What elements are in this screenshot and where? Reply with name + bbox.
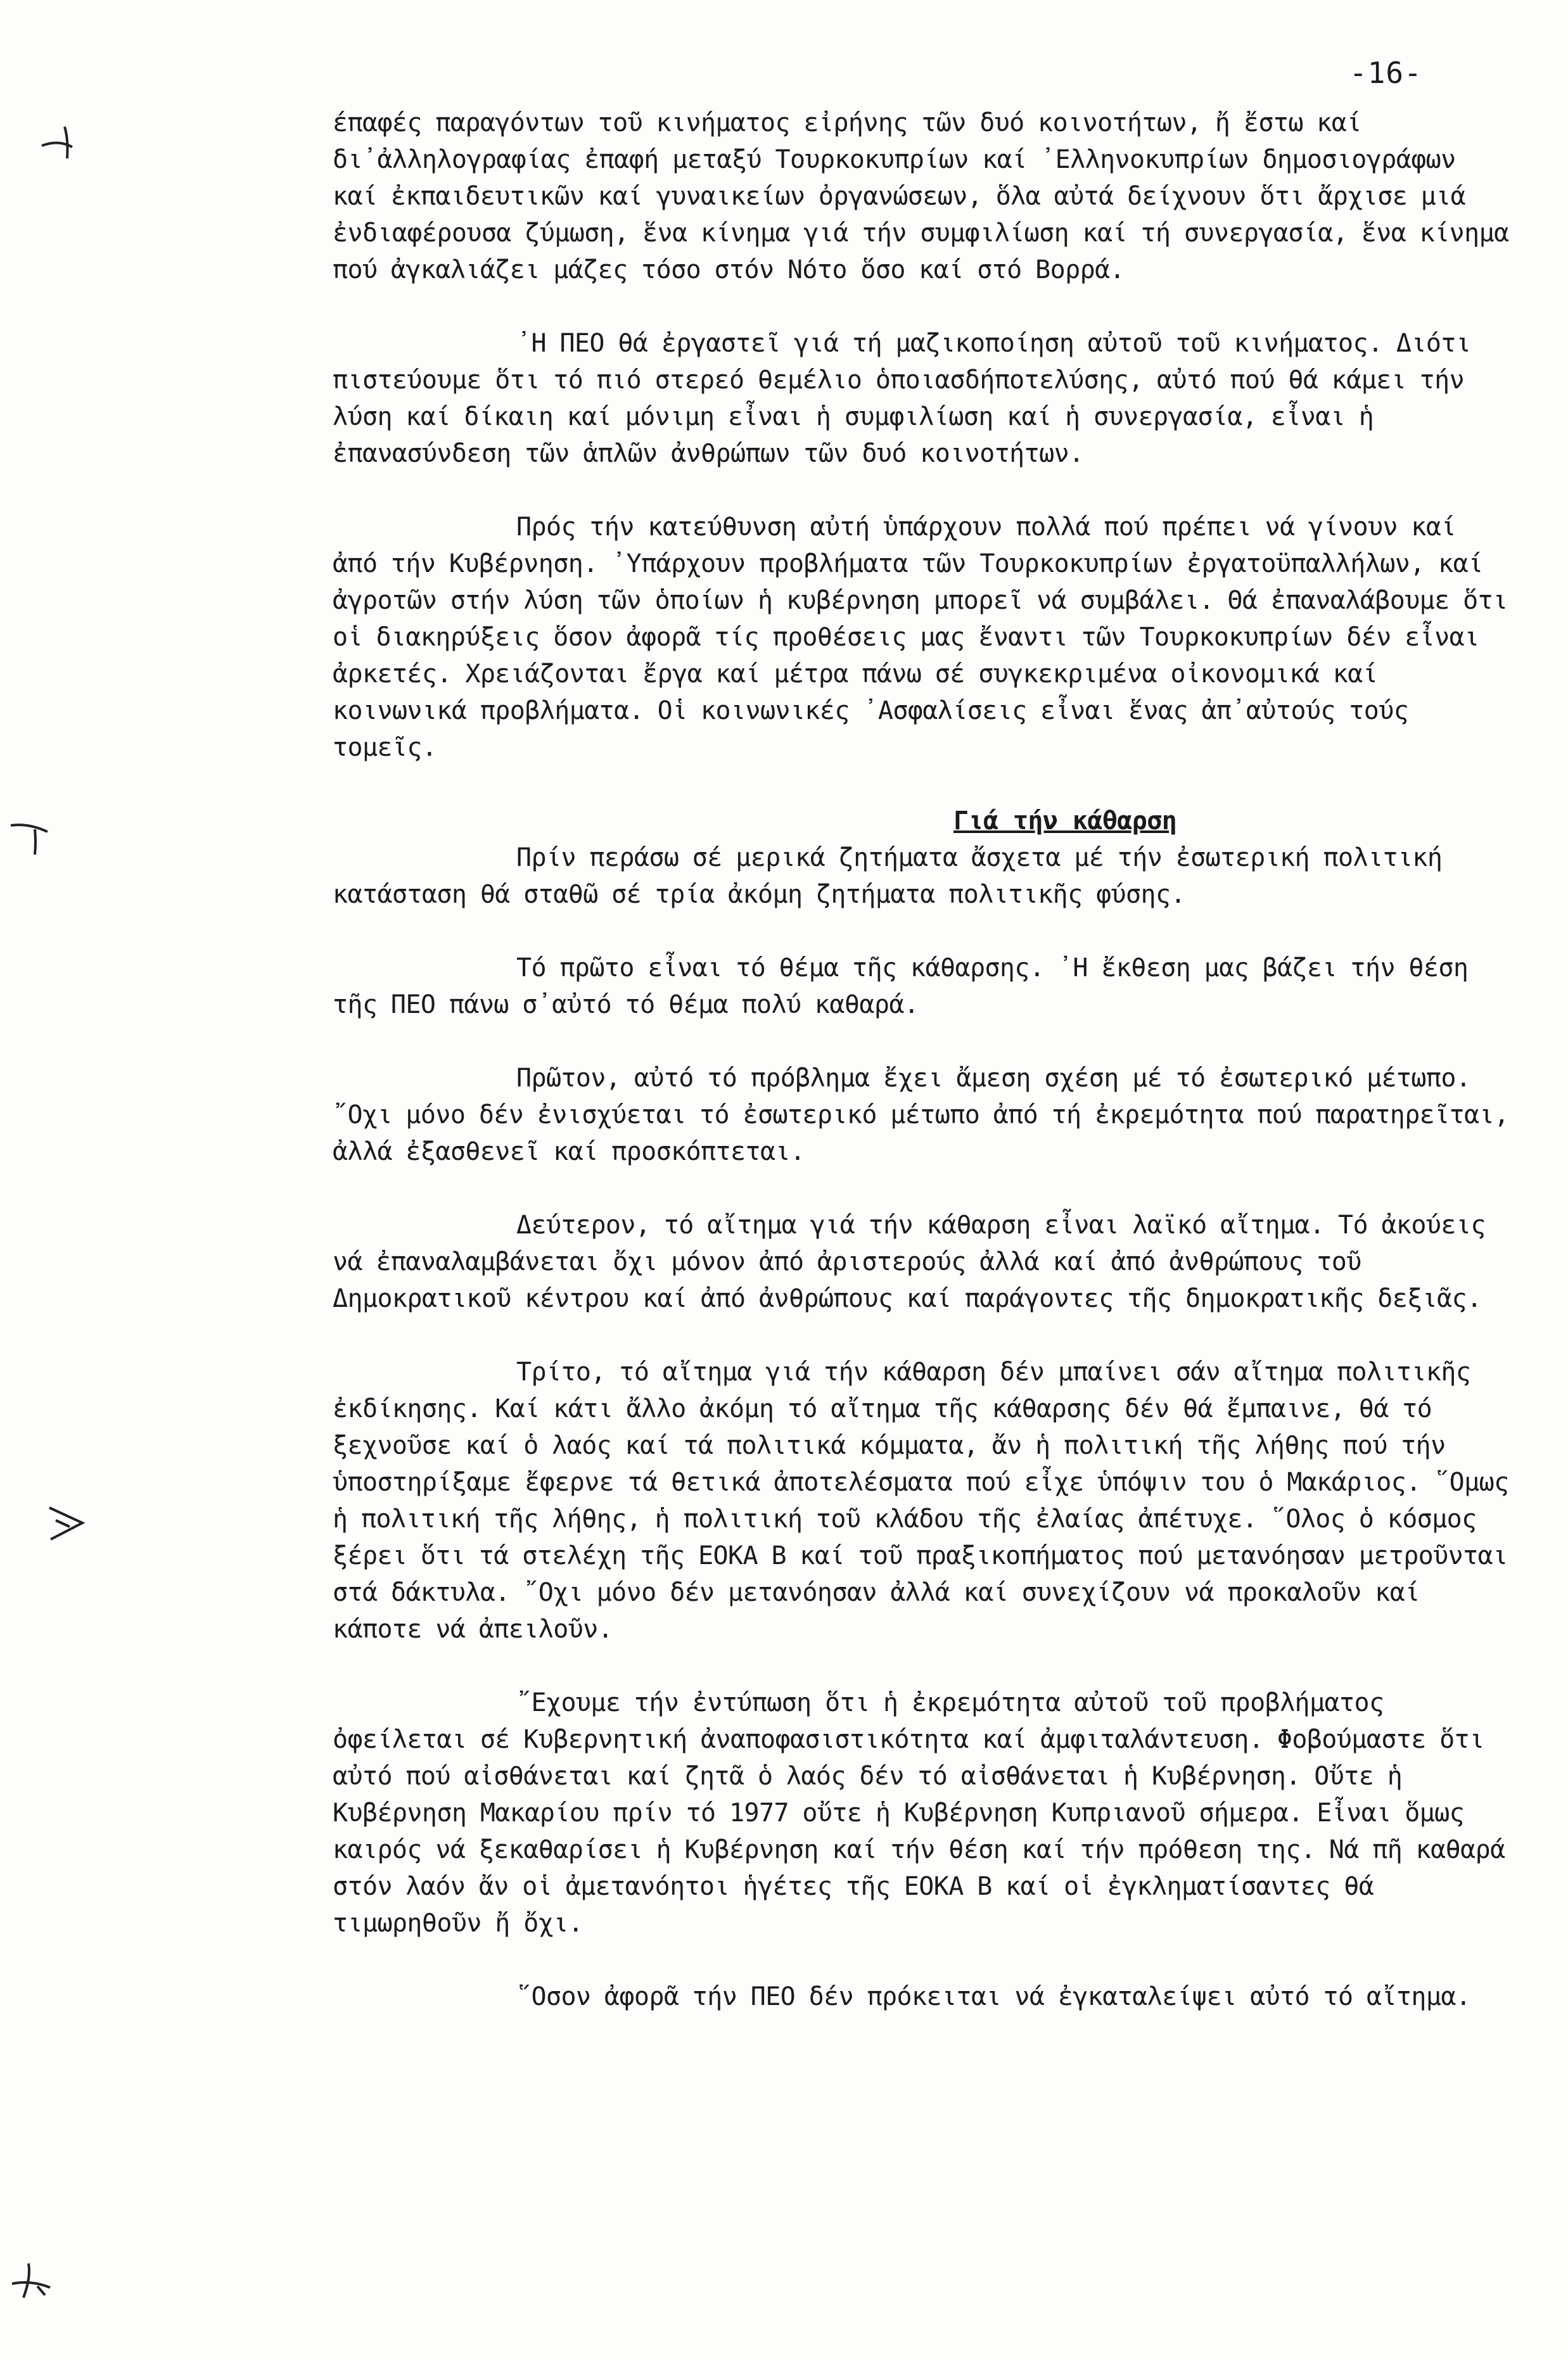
section-heading: Γιά τήν κάθαρση [953, 806, 1177, 836]
body-paragraph: Τρίτο, τό αἴτημα γιά τήν κάθαρση δέν μπαίνει σάν αἴτημα πολιτικῆς ἐκδίκησης. Καί κάτι ἄλλο ἀκόμη τό αἴτημα τῆς κάθαρσης δέν θά ἔμπαινε, θά τό ξεχνοῦσε καί ὁ λαός καί τά πολιτικά κόμματα, ἄν ἡ πολιτική τῆς λήθης πού τήν ὑποστηρίξαμε ἔφερνε τά θετικά ἀποτελέσματα πού εἶχε ὑπόψιν του ὁ Μακάριος. ῞Ομως ἡ πολιτική τῆς λήθης, ἡ πολιτική τοῦ κλάδου τῆς ἐλαίας ἀπέτυχε. ῞Ολος ὁ κόσμος ξέρει ὅτι τά στελέχη τῆς ΕΟΚΑ Β καί τοῦ πραξικοπήματος πού μετανόησαν μετροῦνται στά δάκτυλα. ῎Οχι μόνο δέν μετανόησαν ἀλλά καί συνεχίζουν νά προκαλοῦν καί κάποτε νά ἀπειλοῦν. [333, 1358, 1509, 1644]
margin-tick-mark [10, 2258, 60, 2303]
body-paragraph: έπαφές παραγόντων τοῦ κινήματος εἰρήνης τῶν δυό κοινοτήτων, ἤ ἔστω καί δι᾿ἀλληλογραφίας ἐπαφή μεταξύ Τουρκοκυπρίων καί ᾿Ελληνοκυπρίων δημοσιογράφων καί ἐκπαιδευτικῶν καί γυναικείων ὀργανώσεων, ὅλα αὐτά δείχνουν ὅτι ἄρχισε μιά ἐνδιαφέρουσα ζύμωση, ἕνα κίνημα γιά τήν συμφιλίωση καί τή συνεργασία, ἕνα κίνημα πού ἀγκαλιάζει μάζες τόσο στόν Νότο ὅσο καί στό Βορρά. [333, 108, 1509, 284]
body-paragraph: Πρός τήν κατεύθυνση αὐτή ὑπάρχουν πολλά πού πρέπει νά γίνουν καί ἀπό τήν Κυβέρνηση. ᾿Υπάρχουν προβλήματα τῶν Τουρκοκυπρίων ἐργατοϋπαλλήλων, καί ἀγροτῶν στήν λύση τῶν ὁποίων ἡ κυβέρνηση μπορεῖ νά συμβάλει. Θά ἐπαναλάβουμε ὅτι οἱ διακηρύξεις ὅσον ἀφορᾶ τίς προθέσεις μας ἔναντι τῶν Τουρκοκυπρίων δέν εἶναι ἀρκετές. Χρειάζονται ἔργα καί μέτρα πάνω σέ συγκεκριμένα οἰκονομικά καί κοινωνικά προβλήματα. Οἱ κοινωνικές ᾿Ασφαλίσεις εἶναι ἕνας ἀπ᾿αὐτούς τούς τομεῖς. [333, 512, 1508, 762]
margin-tick-mark [10, 814, 60, 858]
page-number: -16- [1349, 56, 1422, 90]
body-paragraph: ᾿Η ΠΕΟ θά ἐργαστεῖ γιά τή μαζικοποίηση αὐτοῦ τοῦ κινήματος. Διότι πιστεύουμε ὅτι τό πιό στερεό θεμέλιο ὁποιασδήποτελύσης, αὐτό πού θά κάμει τήν λύση καί δίκαιη καί μόνιμη εἶναι ἡ συμφιλίωση καί ἡ συνεργασία, εἶναι ἡ ἐπανασύνδεση τῶν ἁπλῶν ἀνθρώπων τῶν δυό κοινοτήτων. [333, 329, 1471, 468]
body-paragraph: Τό πρῶτο εἶναι τό θέμα τῆς κάθαρσης. ᾿Η ἔκθεση μας βάζει τήν θέση τῆς ΠΕΟ πάνω σ᾿αὐτό τό θέμα πολύ καθαρά. [333, 953, 1469, 1019]
body-paragraph: Πρίν περάσω σέ μερικά ζητήματα ἄσχετα μέ τήν ἐσωτερική πολιτική κατάσταση θά σταθῶ σέ τρία ἀκόμη ζητήματα πολιτικῆς φύσης. [333, 843, 1443, 909]
document-body [333, 105, 1511, 2015]
margin-tick-mark [39, 120, 90, 165]
body-paragraph: Πρῶτον, αὐτό τό πρόβλημα ἔχει ἄμεση σχέση μέ τό ἐσωτερικό μέτωπο. ῎Οχι μόνο δέν ἐνισχύεται τό ἐσωτερικό μέτωπο ἀπό τή ἐκρεμότητα πού παρατηρεῖται, ἀλλά ἐξασθενεῖ καί προσκόπτεται. [333, 1064, 1509, 1166]
body-paragraph: ῞Οσον ἀφορᾶ τήν ΠΕΟ δέν πρόκειται νά ἐγκαταλείψει αὐτό τό αἴτημα. [516, 1982, 1471, 2011]
margin-tick-mark [44, 1501, 95, 1546]
body-paragraph: ῎Εχουμε τήν ἐντύπωση ὅτι ἡ ἐκρεμότητα αὐτοῦ τοῦ προβλήματος ὀφείλεται σέ Κυβερνητική ἀναποφασιστικότητα καί ἀμφιταλάντευση. Φοβούμαστε ὅτι αὐτό πού αἰσθάνεται καί ζητᾶ ὁ λαός δέν τό αἰσθάνεται ἡ Κυβέρνηση. Οὔτε ἡ Κυβέρνηση Μακαρίου πρίν τό 1977 οὔτε ἡ Κυβέρνηση Κυπριανοῦ σήμερα. Εἶναι ὅμως καιρός νά ξεκαθαρίσει ἡ Κυβέρνηση καί τήν θέση καί τήν πρόθεση της. Νά πῆ καθαρά στόν λαόν ἄν οἱ ἀμετανόητοι ἡγέτες τῆς ΕΟΚΑ Β καί οἱ ἐγκληματίσαντες θά τιμωρηθοῦν ἤ ὄχι. [333, 1688, 1505, 1938]
body-paragraph: Δεύτερον, τό αἴτημα γιά τήν κάθαρση εἶναι λαϊκό αἴτημα. Τό ἀκούεις νά ἐπαναλαμβάνεται ὄχι μόνον ἀπό ἀριστερούς ἀλλά καί ἀπό ἀνθρώπους τοῦ Δημοκρατικοῦ κέντρου καί ἀπό ἀνθρώπους καί παράγοντες τῆς δημοκρατικῆς δεξιᾶς. [333, 1211, 1486, 1313]
